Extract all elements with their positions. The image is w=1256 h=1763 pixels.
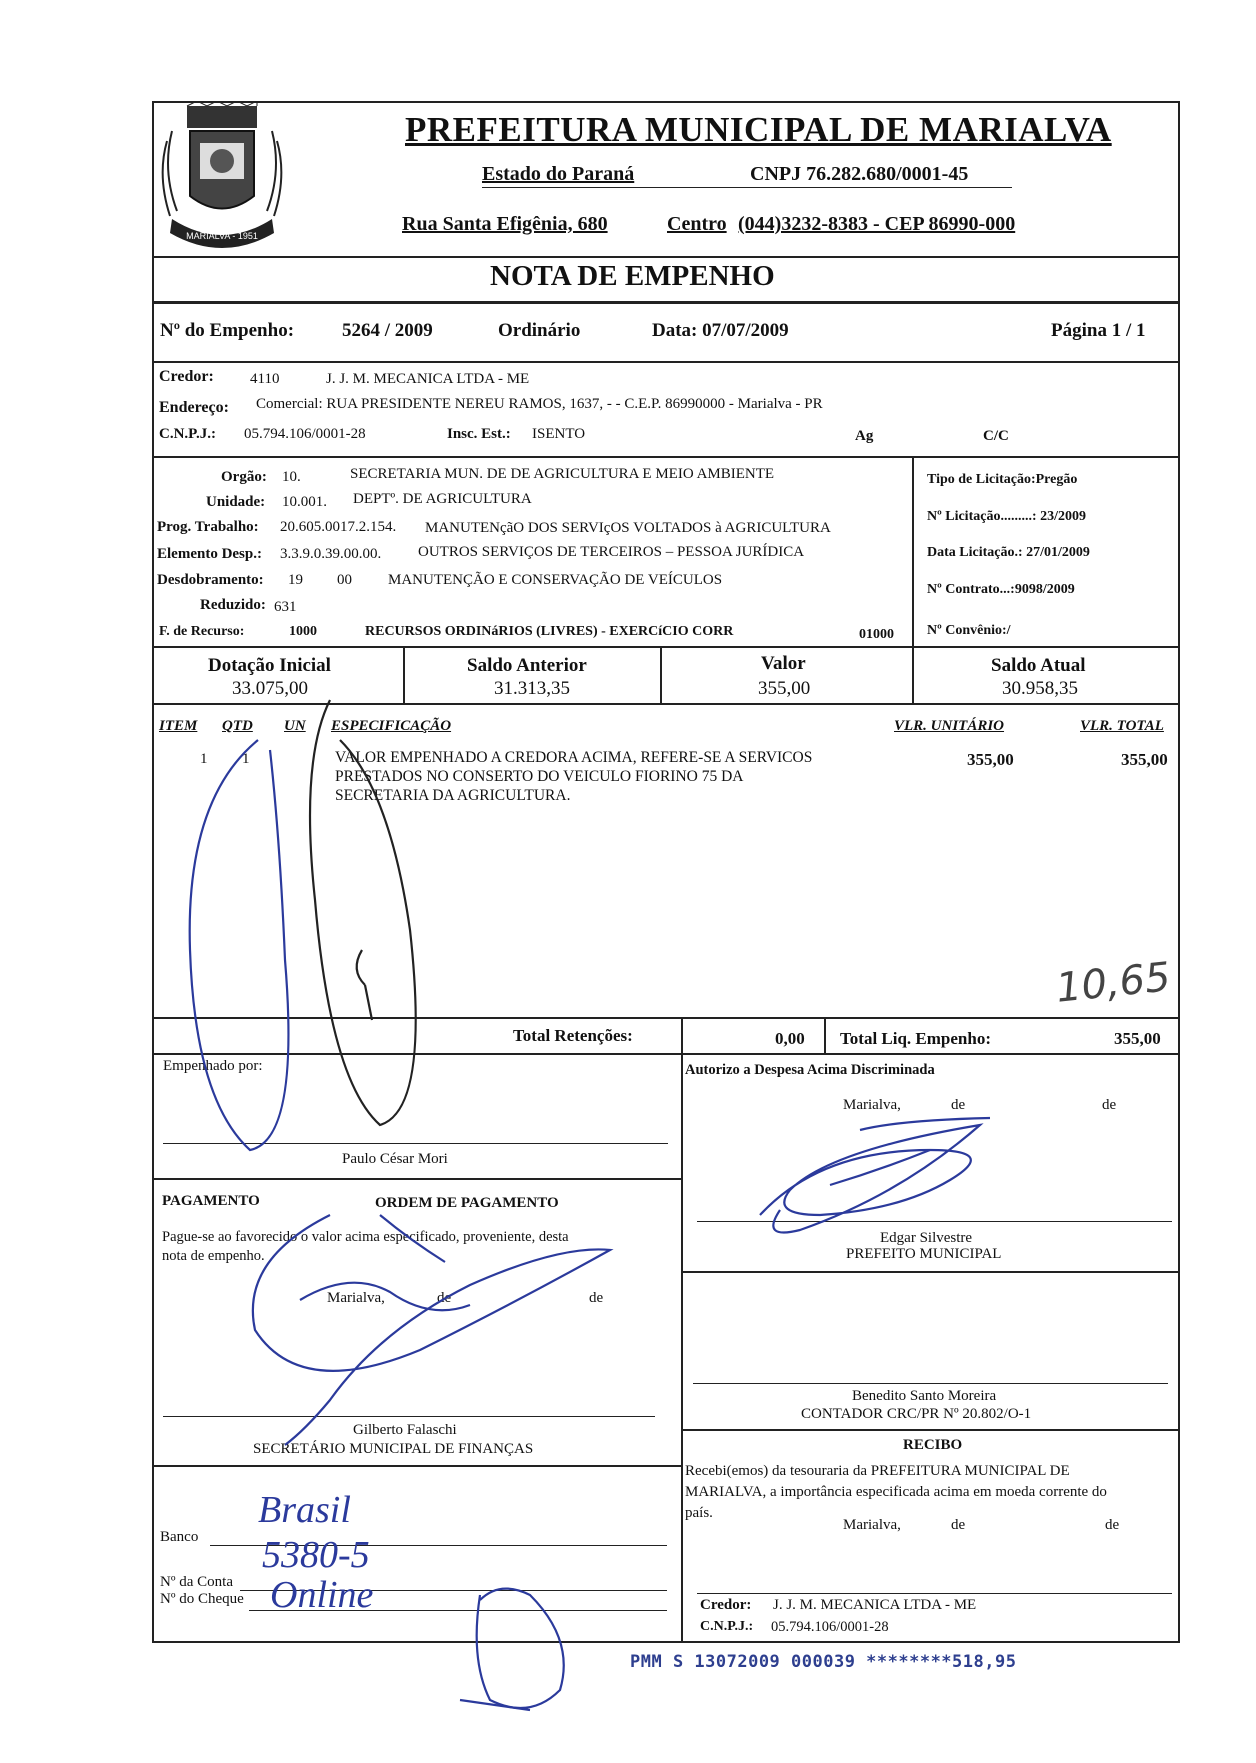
licitacao-tipo: Tipo de Licitação:Pregão	[927, 472, 1078, 487]
contador-name: Benedito Santo Moreira	[852, 1388, 997, 1404]
empenho-type: Ordinário	[498, 320, 581, 341]
divider-lower-vertical	[681, 1053, 683, 1643]
divider-budget-vertical	[912, 456, 914, 646]
unidade-code: 10.001.	[282, 494, 327, 510]
unidade-label: Unidade:	[206, 494, 266, 510]
credor-ie-label: Insc. Est.:	[447, 426, 511, 442]
cheque-value: Online	[270, 1574, 374, 1616]
secretario-signature-line	[163, 1416, 655, 1417]
saldo-inicial-value: 33.075,00	[232, 678, 308, 699]
empenho-label: Nº do Empenho:	[160, 320, 295, 341]
items-header-qtd: QTD	[222, 718, 253, 734]
divider-totals-1	[681, 1017, 683, 1053]
licitacao-contrato: Nº Contrato...:9098/2009	[927, 582, 1075, 597]
items-header-total: VLR. TOTAL	[1080, 718, 1164, 734]
elem-code: 3.3.9.0.39.00.00.	[280, 546, 382, 562]
elem-label: Elemento Desp.:	[157, 546, 262, 562]
divider-title	[152, 301, 1180, 304]
pague-marialva: Marialva,	[327, 1290, 385, 1306]
header-phone-cep: (044)3232-8383 - CEP 86990-000	[738, 213, 1016, 235]
orgao-desc: SECRETARIA MUN. DE DE AGRICULTURA E MEIO AMBIENTE	[350, 466, 775, 482]
recibo-line3: país.	[685, 1505, 713, 1521]
recibo-credor-label: Credor:	[700, 1597, 752, 1613]
conta-label: Nº da Conta	[160, 1574, 233, 1590]
empenho-page: Página 1 / 1	[1051, 320, 1146, 341]
saldo-anterior-label: Saldo Anterior	[467, 655, 587, 676]
banco-value: Brasil	[258, 1489, 351, 1531]
credor-cnpj-label: C.N.P.J.:	[159, 426, 216, 442]
orgao-label: Orgão:	[221, 469, 267, 485]
recibo-marialva: Marialva,	[843, 1517, 901, 1533]
contador-signature-line	[693, 1383, 1168, 1384]
recibo-credor-name: J. J. M. MECANICA LTDA - ME	[773, 1597, 977, 1613]
empenhado-signature-line	[163, 1143, 668, 1144]
crest-icon	[152, 101, 292, 259]
credor-code: 4110	[250, 371, 280, 387]
recibo-de1: de	[951, 1517, 966, 1533]
divider-header	[152, 256, 1180, 258]
divider-totals	[152, 1053, 1180, 1055]
divider-contador	[681, 1429, 1180, 1431]
credor-cnpj: 05.794.106/0001-28	[244, 426, 366, 442]
liq-label: Total Liq. Empenho:	[840, 1029, 991, 1048]
credor-ag-label: Ag	[855, 428, 874, 444]
divider-budget	[152, 646, 1180, 648]
header-title: PREFEITURA MUNICIPAL DE MARIALVA	[405, 110, 1112, 149]
prefeito-signature-line	[697, 1221, 1172, 1222]
divider-prefeito	[681, 1271, 1180, 1273]
desd-a: 19	[288, 572, 303, 588]
unidade-desc: DEPTº. DE AGRICULTURA	[353, 491, 532, 507]
prog-code: 20.605.0017.2.154.	[280, 519, 397, 535]
doc-title: NOTA DE EMPENHO	[490, 260, 775, 292]
header-cnpj: CNPJ 76.282.680/0001-45	[750, 163, 969, 185]
desd-label: Desdobramento:	[157, 572, 264, 588]
divider-empenho	[152, 361, 1180, 363]
divider-banco	[152, 1465, 682, 1467]
licitacao-convenio: Nº Convênio:/	[927, 623, 1011, 638]
recibo-cnpj-label: C.N.P.J.:	[700, 1619, 754, 1634]
retencoes-value: 0,00	[775, 1029, 805, 1048]
valor-value: 355,00	[758, 678, 811, 699]
divider-saldos	[152, 703, 1180, 705]
handwritten-note: 10,65	[1053, 954, 1173, 1012]
item-total-value: 355,00	[1121, 750, 1168, 769]
item-desc-line1: VALOR EMPENHADO A CREDORA ACIMA, REFERE-SE A SERVICOS	[335, 749, 813, 766]
crest-text: MARIALVA - 1951	[186, 231, 258, 241]
divider-credor	[152, 456, 1180, 458]
fonte-label: F. de Recurso:	[159, 624, 245, 639]
items-header-esp: ESPECIFICAÇÃO	[331, 718, 452, 734]
reduzido-label: Reduzido:	[200, 597, 266, 613]
header-street: Rua Santa Efigênia, 680	[402, 213, 608, 235]
fonte-num: 01000	[859, 627, 894, 642]
autorizo-de2: de	[1102, 1097, 1117, 1113]
retencoes-label: Total Retenções:	[513, 1026, 633, 1045]
item-unit-value: 355,00	[967, 750, 1014, 769]
conta-value: 5380-5	[262, 1534, 370, 1576]
pague-line2: nota de empenho.	[162, 1248, 265, 1264]
licitacao-data: Data Licitação.: 27/01/2009	[927, 545, 1090, 560]
pague-de1: de	[437, 1290, 452, 1306]
credor-ie: ISENTO	[532, 426, 586, 442]
empenho-number: 5264 / 2009	[342, 320, 433, 341]
credor-cc-label: C/C	[983, 428, 1009, 444]
pague-de2: de	[589, 1290, 604, 1306]
item-desc-line3: SECRETARIA DA AGRICULTURA.	[335, 787, 571, 804]
recibo-de2: de	[1105, 1517, 1120, 1533]
saldo-atual-label: Saldo Atual	[991, 655, 1086, 676]
reduzido-code: 631	[274, 599, 297, 615]
divider-items	[152, 1017, 1180, 1019]
prog-desc: MANUTENçãO DOS SERVIçOS VOLTADOS à AGRICULTURA	[425, 520, 831, 536]
items-header-un: UN	[284, 718, 306, 734]
saldo-inicial-label: Dotação Inicial	[208, 655, 331, 676]
orgao-code: 10.	[282, 469, 301, 485]
credor-label: Credor:	[159, 368, 214, 385]
items-header-unit: VLR. UNITÁRIO	[894, 718, 1005, 734]
municipal-crest	[152, 101, 292, 259]
empenhado-name: Paulo César Mori	[342, 1151, 448, 1167]
prog-label: Prog. Trabalho:	[157, 519, 259, 535]
saldo-anterior-value: 31.313,35	[494, 678, 570, 699]
header-state: Estado do Paraná	[482, 163, 635, 185]
divider-saldo-1	[403, 646, 405, 703]
credor-address: Comercial: RUA PRESIDENTE NEREU RAMOS, 1637, - - C.E.P. 86990000 - Marialva - PR	[256, 396, 823, 412]
autorizo-label: Autorizo a Despesa Acima Discriminada	[685, 1062, 935, 1078]
autorizo-de1: de	[951, 1097, 966, 1113]
item-qtd: 1	[242, 751, 250, 767]
fonte-code: 1000	[289, 624, 317, 639]
ordem-label: ORDEM DE PAGAMENTO	[375, 1195, 559, 1211]
liq-value: 355,00	[1114, 1029, 1161, 1048]
item-desc-line2: PRESTADOS NO CONSERTO DO VEICULO FIORINO 75 DA	[335, 768, 744, 785]
empenho-date: Data: 07/07/2009	[652, 320, 789, 341]
items-header-item: ITEM	[159, 718, 198, 734]
empenhado-label: Empenhado por:	[163, 1058, 263, 1074]
autorizo-marialva: Marialva,	[843, 1097, 901, 1113]
credor-name: J. J. M. MECANICA LTDA - ME	[326, 371, 530, 387]
pague-line1: Pague-se ao favorecido o valor acima especificado, proveniente, desta	[162, 1229, 569, 1245]
divider-saldo-3	[912, 646, 914, 703]
contador-title: CONTADOR CRC/PR Nº 20.802/O-1	[801, 1406, 1032, 1422]
item-number: 1	[200, 751, 208, 767]
pagamento-label: PAGAMENTO	[162, 1193, 260, 1209]
fonte-desc: RECURSOS ORDINáRIOS (LIVRES) - EXERCíCIO CORR	[365, 624, 734, 639]
header-state-underline	[482, 187, 1012, 188]
valor-label: Valor	[761, 653, 806, 674]
recibo-title: RECIBO	[903, 1437, 963, 1453]
saldo-atual-value: 30.958,35	[1002, 678, 1078, 699]
recibo-signature-line	[697, 1593, 1172, 1594]
divider-saldo-2	[660, 646, 662, 703]
prefeito-title: PREFEITO MUNICIPAL	[846, 1246, 1002, 1262]
recibo-cnpj: 05.794.106/0001-28	[771, 1619, 889, 1635]
desd-desc: MANUTENÇÃO E CONSERVAÇÃO DE VEÍCULOS	[388, 572, 723, 588]
recibo-line2: MARIALVA, a importância especificada acima em moeda corrente do	[685, 1484, 1107, 1500]
divider-pagamento	[152, 1178, 682, 1180]
secretario-title: SECRETÁRIO MUNICIPAL DE FINANÇAS	[253, 1441, 534, 1457]
desd-b: 00	[337, 572, 352, 588]
divider-totals-2	[824, 1017, 826, 1053]
elem-desc: OUTROS SERVIÇOS DE TERCEIROS – PESSOA JURÍDICA	[418, 544, 805, 560]
prefeito-name: Edgar Silvestre	[880, 1230, 973, 1246]
secretario-name: Gilberto Falaschi	[353, 1422, 457, 1438]
banco-label: Banco	[160, 1529, 199, 1545]
licitacao-numero: Nº Licitação.........: 23/2009	[927, 509, 1086, 524]
authentication-stamp: PMM S 13072009 000039 ********518,95	[630, 1652, 1017, 1672]
recibo-line1: Recebi(emos) da tesouraria da PREFEITURA MUNICIPAL DE	[685, 1463, 1070, 1479]
credor-address-label: Endereço:	[159, 399, 229, 416]
cheque-label: Nº do Cheque	[160, 1591, 244, 1607]
header-district: Centro	[667, 213, 727, 235]
